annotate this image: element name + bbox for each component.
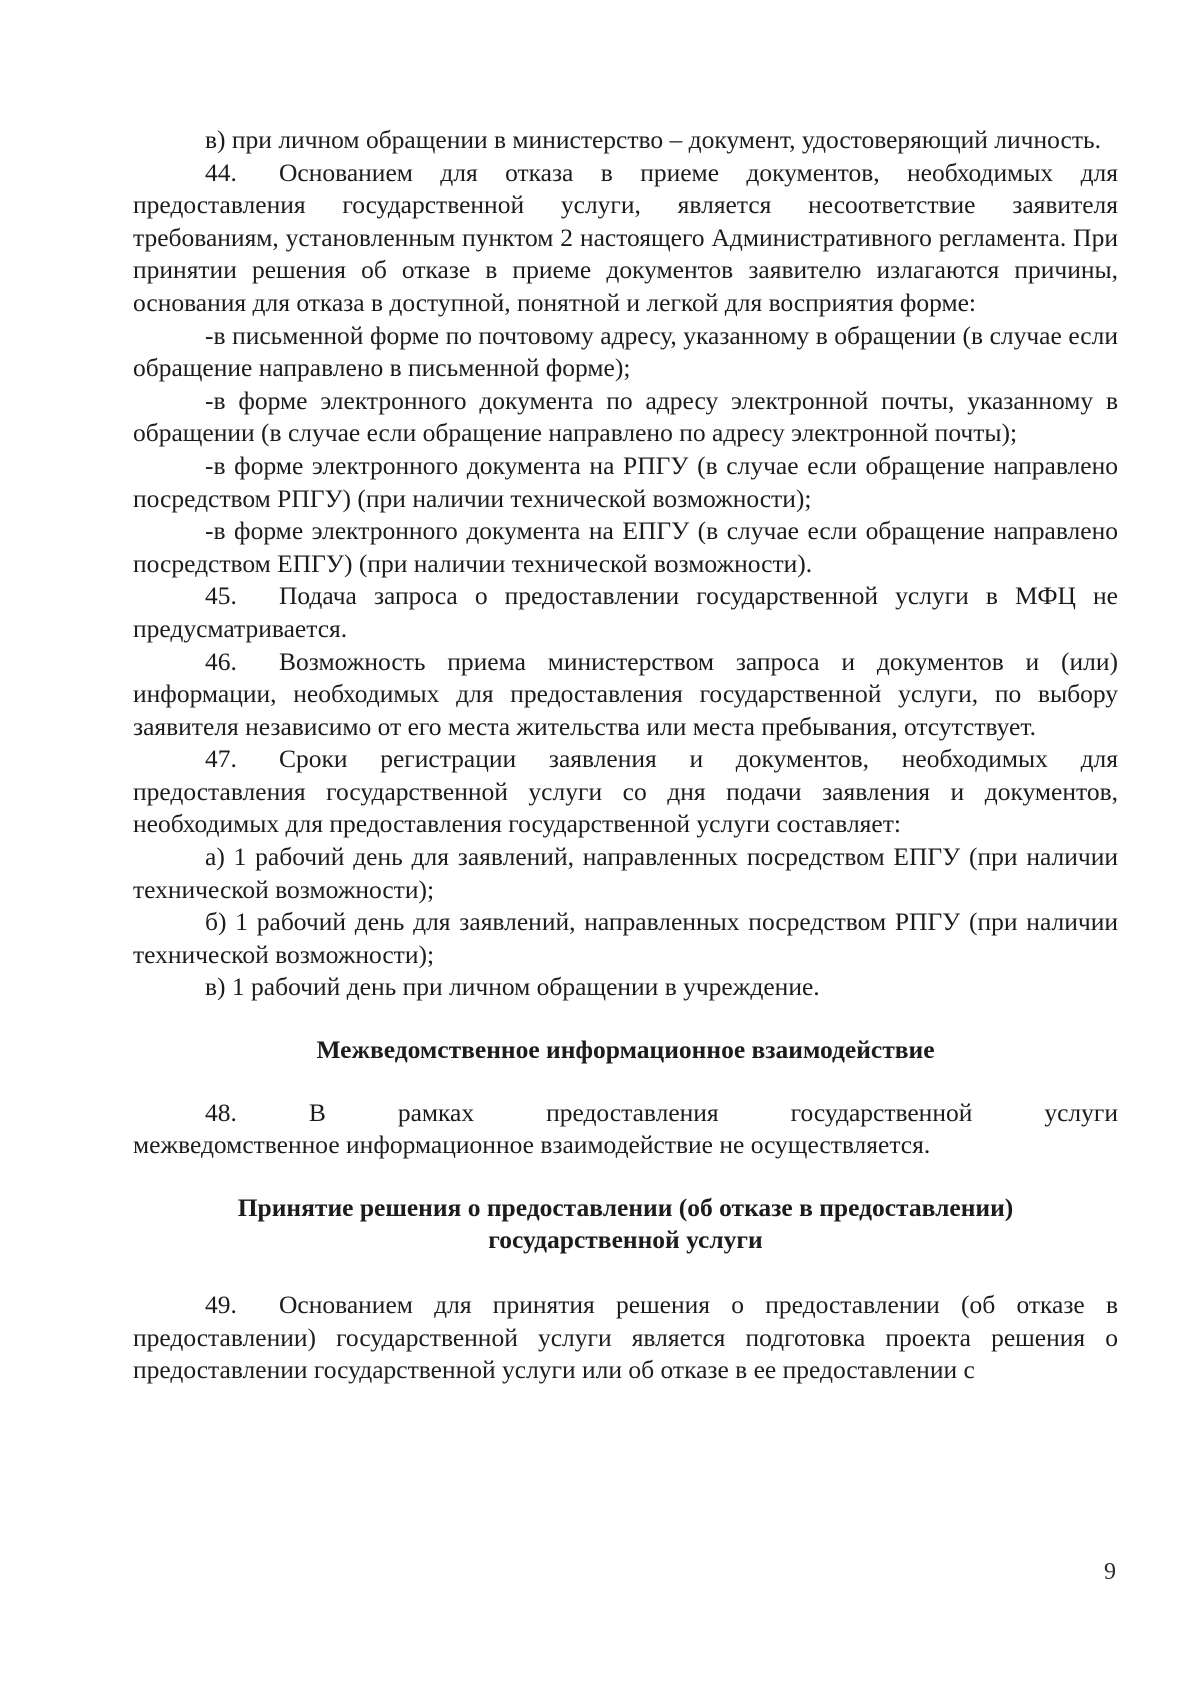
paragraph-44-item-1: -в письменной форме по почтовому адресу, указанному в обращении (в случае если обращение направлено в письменной форме); — [133, 320, 1118, 383]
paragraph-text: Подача запроса о предоставлении государственной услуги в МФЦ не предусматривается. — [133, 581, 1118, 643]
paragraph-45 — [133, 580, 1118, 645]
paragraph-47 — [133, 743, 1118, 841]
paragraph-48-line-1: 48. В рамках предоставления государственной услуги — [205, 1097, 1118, 1127]
paragraph-46 — [133, 646, 1118, 744]
page-number: 9 — [1104, 1559, 1116, 1585]
paragraph-text: Основанием для отказа в приеме документов, необходимых для предоставления государственной услуги, является несоответствие заявителя требованиям, установленным пунктом 2 настоящего Административного регламента. При принятии решения об отказе в приеме документов заявителю излагаются причины, основания для отказа в доступной, понятной и легкой для восприятия форме: — [133, 157, 1118, 317]
paragraph-number: 44. — [205, 157, 237, 187]
paragraph-47-item-a: а) 1 рабочий день для заявлений, направленных посредством ЕПГУ (при наличии технической возможности); — [133, 842, 1118, 904]
paragraph-text: Сроки регистрации заявления и документов, необходимых для предоставления государственной услуги со дня подачи заявления и документов, необходимых для предоставления государственной услуги составляет: — [133, 744, 1118, 839]
paragraph-49 — [133, 1289, 1118, 1387]
section-heading-line-1: Принятие решения о предоставлении (об отказе в предоставлении) — [237, 1192, 1014, 1222]
paragraph-47-item-v: в) 1 рабочий день при личном обращении в учреждение. — [205, 972, 820, 1002]
paragraph-text: Возможность приема министерством запроса и документов и (или) информации, необходимых для предоставления государственной услуги, по выбору заявителя независимо от его места жительства или места пребывания, отсутствует. — [133, 646, 1118, 741]
paragraph-number: 46. — [205, 646, 237, 676]
paragraph-48-line-2: межведомственное информационное взаимодействие не осуществляется. — [133, 1130, 931, 1160]
paragraph-43-v: в) при личном обращении в министерство – документ, удостоверяющий личность. — [205, 125, 1101, 154]
section-heading-interagency: Межведомственное информационное взаимодействие — [316, 1035, 935, 1065]
section-heading-decision — [133, 1192, 1118, 1257]
paragraph-47-item-b: б) 1 рабочий день для заявлений, направленных посредством РПГУ (при наличии технической возможности); — [133, 907, 1118, 969]
paragraph-number: 45. — [205, 581, 237, 611]
paragraph-number: 49. — [205, 1290, 237, 1319]
paragraph-44-item-2: -в форме электронного документа по адресу электронной почты, указанному в обращении (в случае если обращение направлено по адресу электронной почты); — [133, 385, 1118, 448]
paragraph-number: 47. — [205, 744, 237, 774]
paragraph-44-item-3: -в форме электронного документа на РПГУ (в случае если обращение направлено посредством РПГУ) (при наличии технической возможности); — [133, 450, 1118, 513]
paragraph-44-item-4: -в форме электронного документа на ЕПГУ (в случае если обращение направлено посредством ЕПГУ) (при наличии технической возможности). — [133, 516, 1118, 578]
paragraph-44 — [133, 157, 1118, 320]
document-page — [133, 124, 1118, 1387]
paragraph-text: Основанием для принятия решения о предоставлении (об отказе в предоставлении) государственной услуги является подготовка проекта решения о предоставлении государственной услуги или об отказе в ее предоставлении с — [133, 1290, 1118, 1385]
section-heading-line-2: государственной услуги — [488, 1225, 763, 1255]
